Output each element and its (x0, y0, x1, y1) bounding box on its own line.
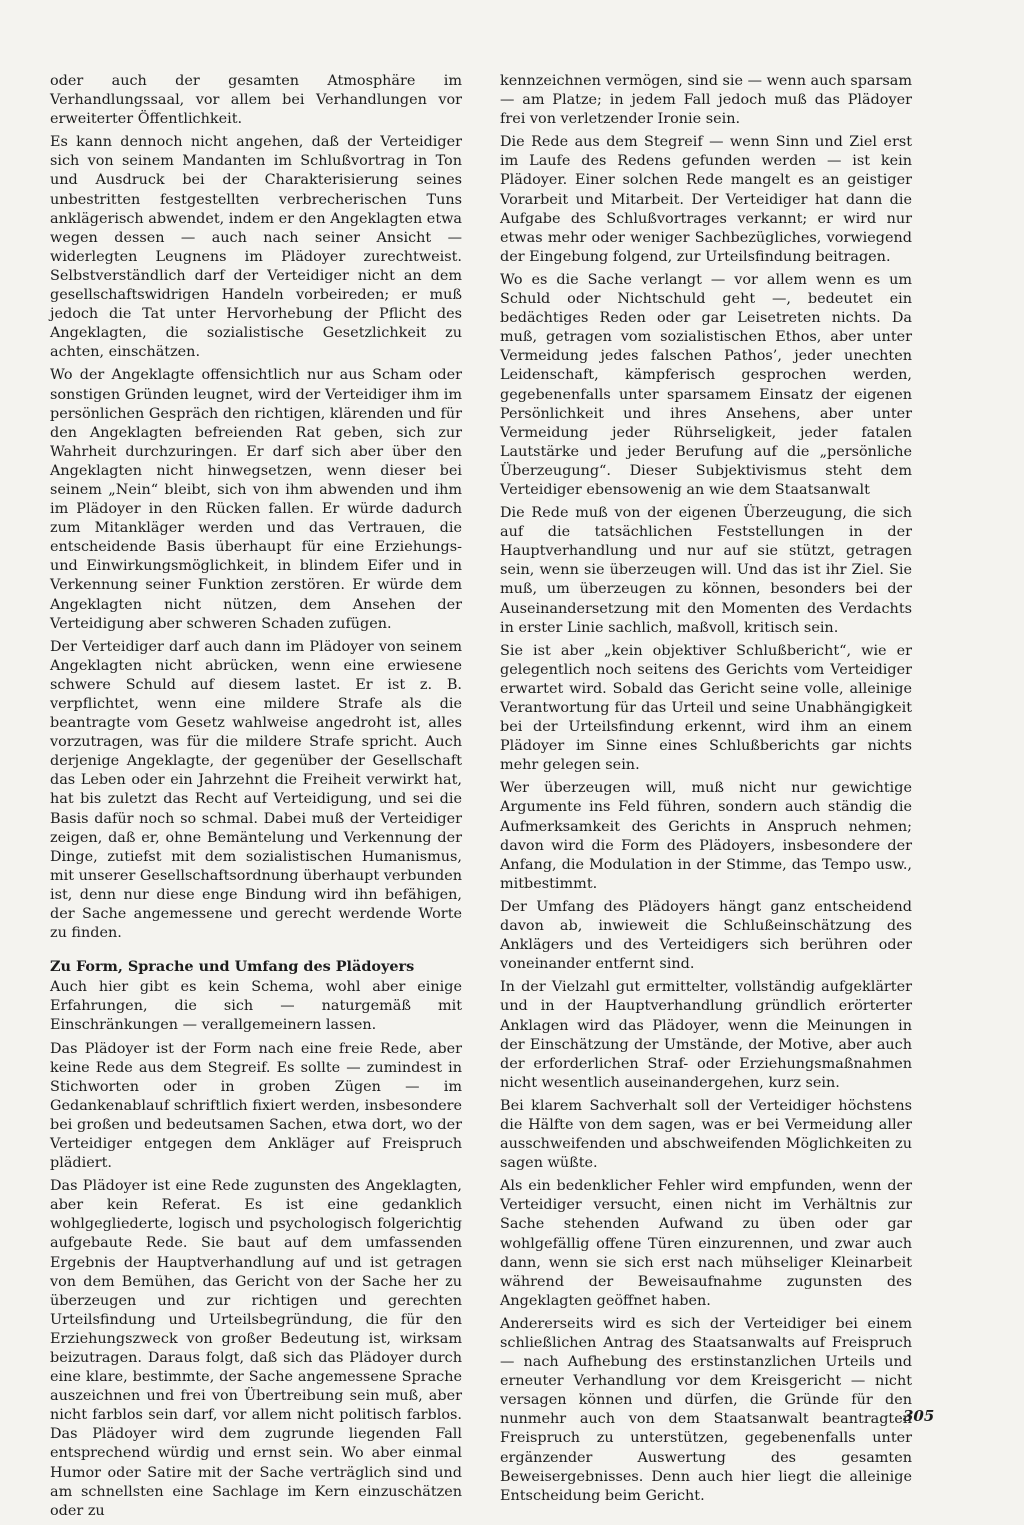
document-page (50, 72, 935, 1519)
section-heading: Zu Form, Sprache und Umfang des Plädoyers (50, 958, 415, 976)
paragraph: oder auch der gesamten Atmosphäre im Verhandlungssaal, vor allem bei Verhandlungen vor erweiterter Öffentlichkeit. (50, 73, 462, 128)
paragraph: Der Umfang des Plädoyers hängt ganz entscheidend davon ab, inwieweit die Schlußeinschätzung des Anklägers und des Verteidigers sich berühren oder voneinander entfernt sind. (500, 898, 912, 973)
paragraph: Das Plädoyer ist der Form nach eine freie Rede, aber keine Rede aus dem Stegreif. Es sollte — zumindest in Stichworten oder in groben Zügen — im Gedankenablauf schriftlich fixiert werden, insbesondere bei großen und bedeutsamen Sachen, etwa dort, wo der Verteidiger entgegen dem Ankläger auf Freispruch plädiert. (50, 1040, 462, 1172)
page-number: 305 (903, 1407, 935, 1425)
paragraph: Auch hier gibt es kein Schema, wohl aber einige Erfahrungen, die sich — naturgemäß mit Einschränkungen — verallgemeinern lassen. (50, 979, 462, 1034)
paragraph: Der Verteidiger darf auch dann im Plädoyer von seinem Angeklagten nicht abrücken, wenn eine erwiesene schwere Schuld auf diesem lastet. Er ist z. B. verpflichtet, wenn eine mildere Strafe als die beantragte vom Gesetz wahlweise angedroht ist, alles vorzutragen, was für die mildere Strafe spricht. Auch derjenige Angeklagte, der gegenüber der Gesellschaft das Leben oder ein Jahrzehnt die Freiheit verwirkt hat, hat bis zuletzt das Recht auf Verteidigung, und sei die Basis dafür noch so schmal. Dabei muß der Verteidiger zeigen, daß er, ohne Bemäntelung und Verkennung der Dinge, zutiefst mit dem sozialistischen Humanismus, mit unserer Gesellschaftsordnung überhaupt verbunden ist, denn nur diese enge Bindung wird ihn befähigen, der Sache angemessene und gerecht werdende Worte zu finden. (50, 638, 462, 942)
right-column (500, 72, 912, 1510)
paragraph: Wo es die Sache verlangt — vor allem wenn es um Schuld oder Nichtschuld geht —, bedeutet ein bedächtiges Reden oder gar Leisetreten nichts. Da muß, getragen vom sozialistischen Ethos, aber unter Vermeidung jedes falschen Pathos’, jeder unechten Leidenschaft, kämpferisch gesprochen werden, gegebenenfalls unter sparsamem Einsatz der eigenen Persönlichkeit und ihres Ansehens, aber unter Vermeidung jeder Rührseligkeit, jeder fatalen Lautstärke und jeder Berufung auf die „persönliche Überzeugung“. Dieser Subjektivismus steht dem Verteidiger ebensowenig an wie dem Staatsanwalt (500, 271, 912, 498)
paragraph: Wo der Angeklagte offensichtlich nur aus Scham oder sonstigen Gründen leugnet, wird der Verteidiger ihm im persönlichen Gespräch den richtigen, klärenden und für den Angeklagten befreienden Rat geben, sich zur Wahrheit durchzuringen. Er darf sich aber über den Angeklagten nicht hinwegsetzen, wenn dieser bei seinem „Nein“ bleibt, sich von ihm abwenden und ihm im Plädoyer in den Rücken fallen. Er würde dadurch zum Mitankläger werden und das Vertrauen, die entscheidende Basis überhaupt für eine Erziehungs- und Einwirkungsmöglichkeit, in blindem Eifer und in Verkennung seiner Funktion zerstören. Er würde dem Angeklagten nicht nützen, dem Ansehen der Verteidigung aber schweren Schaden zufügen. (50, 367, 462, 632)
paragraph: Andererseits wird es sich der Verteidiger bei einem schließlichen Antrag des Staatsanwalts auf Freispruch — nach Aufhebung des erstinstanzlichen Urteils und erneuter Verhandlung vor dem Kreisgericht — nicht versagen können und dürfen, die Gründe für den nunmehr auch von dem Staatsanwalt beantragten Freispruch zu unterstützen, gegebenenfalls unter ergänzender Auswertung des gesamten Beweisergebnisses. Denn auch hier liegt die alleinige Entscheidung beim Gericht. (500, 1315, 912, 1504)
paragraph: Es kann dennoch nicht angehen, daß der Verteidiger sich von seinem Mandanten im Schlußvortrag in Ton und Ausdruck bei der Charakterisierung seines unbestritten festgestellten verbrecherischen Tuns anklägerisch abwendet, indem er den Angeklagten etwa wegen dessen — auch nach seiner Ansicht — widerlegten Leugnens im Plädoyer zurechtweist. Selbstverständlich darf der Verteidiger nicht an dem gesellschaftswidrigen Handeln vorbeireden; er muß jedoch die Tat unter Hervorhebung der Pflicht des Angeklagten, die sozialistische Gesetzlichkeit zu achten, einschätzen. (50, 134, 463, 361)
paragraph: Die Rede aus dem Stegreif — wenn Sinn und Ziel erst im Laufe des Redens gefunden werden — ist kein Plädoyer. Einer solchen Rede mangelt es an geistiger Vorarbeit und Mitarbeit. Der Verteidiger hat dann die Aufgabe des Schlußvortrages verkannt; er wird nur etwas mehr oder weniger Sachbezügliches, vorwiegend der Eingebung folgend, zur Urteilsfindung beitragen. (500, 134, 912, 265)
paragraph: Wer überzeugen will, muß nicht nur gewichtige Argumente ins Feld führen, sondern auch ständig die Aufmerksamkeit des Gerichts in Anspruch nehmen; davon wird die Form des Plädoyers, insbesondere der Anfang, die Modulation in der Stimme, das Tempo usw., mitbestimmt. (500, 780, 912, 892)
left-column (50, 72, 462, 1525)
paragraph: kennzeichnen vermögen, sind sie — wenn auch sparsam — am Platze; in jedem Fall jedoch muß das Plädoyer frei von verletzender Ironie sein. (500, 73, 912, 128)
paragraph: Sie ist aber „kein objektiver Schlußbericht“, wie er gelegentlich noch seitens des Gerichts vom Verteidiger erwartet wird. Sobald das Gericht seine volle, alleinige Verantwortung für das Urteil und seine Unabhängigkeit bei der Urteilsfindung erkennt, wird ihm an einem Plädoyer im Sinne eines Schlußberichts gar nichts mehr gelegen sein. (500, 642, 912, 774)
paragraph: Das Plädoyer ist eine Rede zugunsten des Angeklagten, aber kein Referat. Es ist eine gedanklich wohlgegliederte, logisch und psychologisch folgerichtig aufgebaute Rede. Sie baut auf dem umfassenden Ergebnis der Hauptverhandlung auf und ist getragen von dem Bemühen, das Gericht von der Sache her zu überzeugen und zur richtigen und gerechten Urteilsfindung und Urteilsbegründung, die für den Erziehungszweck von großer Bedeutung ist, wirksam beizutragen. Daraus folgt, daß sich das Plädoyer durch eine klare, bestimmte, der Sache angemessene Sprache auszeichnen und frei von Übertreibung sein muß, aber nicht farblos sein darf, vor allem nicht politisch farblos. Das Plädoyer wird dem zugrunde liegenden Fall entsprechend würdig und ernst sein. Wo aber einmal Humor oder Satire mit der Sache verträglich sind und am schnellsten eine Sachlage im Kern einzuschätzen oder zu (50, 1178, 462, 1519)
paragraph: In der Vielzahl gut ermittelter, vollständig aufgeklärter und in der Hauptverhandlung gründlich erörterter Anklagen wird das Plädoyer, wenn die Meinungen in der Einschätzung der Umstände, der Motive, aber auch der erforderlichen Straf- oder Erziehungsmaßnahmen nicht wesentlich auseinandergehen, kurz sein. (500, 979, 912, 1091)
paragraph: Als ein bedenklicher Fehler wird empfunden, wenn der Verteidiger versucht, einen nicht im Verhältnis zur Sache stehenden Aufwand zu üben oder gar wohlgefällig offene Türen einzurennen, und zwar auch dann, wenn sie sich erst nach mühseliger Kleinarbeit während der Beweisaufnahme zugunsten des Angeklagten geöffnet haben. (500, 1178, 912, 1309)
paragraph: Bei klarem Sachverhalt soll der Verteidiger höchstens die Hälfte von dem sagen, was er bei Vermeidung aller ausschweifenden und abschweifenden Möglichkeiten zu sagen wüßte. (500, 1097, 912, 1172)
paragraph: Die Rede muß von der eigenen Überzeugung, die sich auf die tatsächlichen Feststellungen in der Hauptverhandlung und nur auf sie stützt, getragen sein, wenn sie überzeugen will. Und das ist ihr Ziel. Sie muß, um überzeugen zu können, besonders bei der Auseinandersetzung mit den Momenten des Verdachts in erster Linie sachlich, maßvoll, kritisch sein. (500, 505, 912, 636)
